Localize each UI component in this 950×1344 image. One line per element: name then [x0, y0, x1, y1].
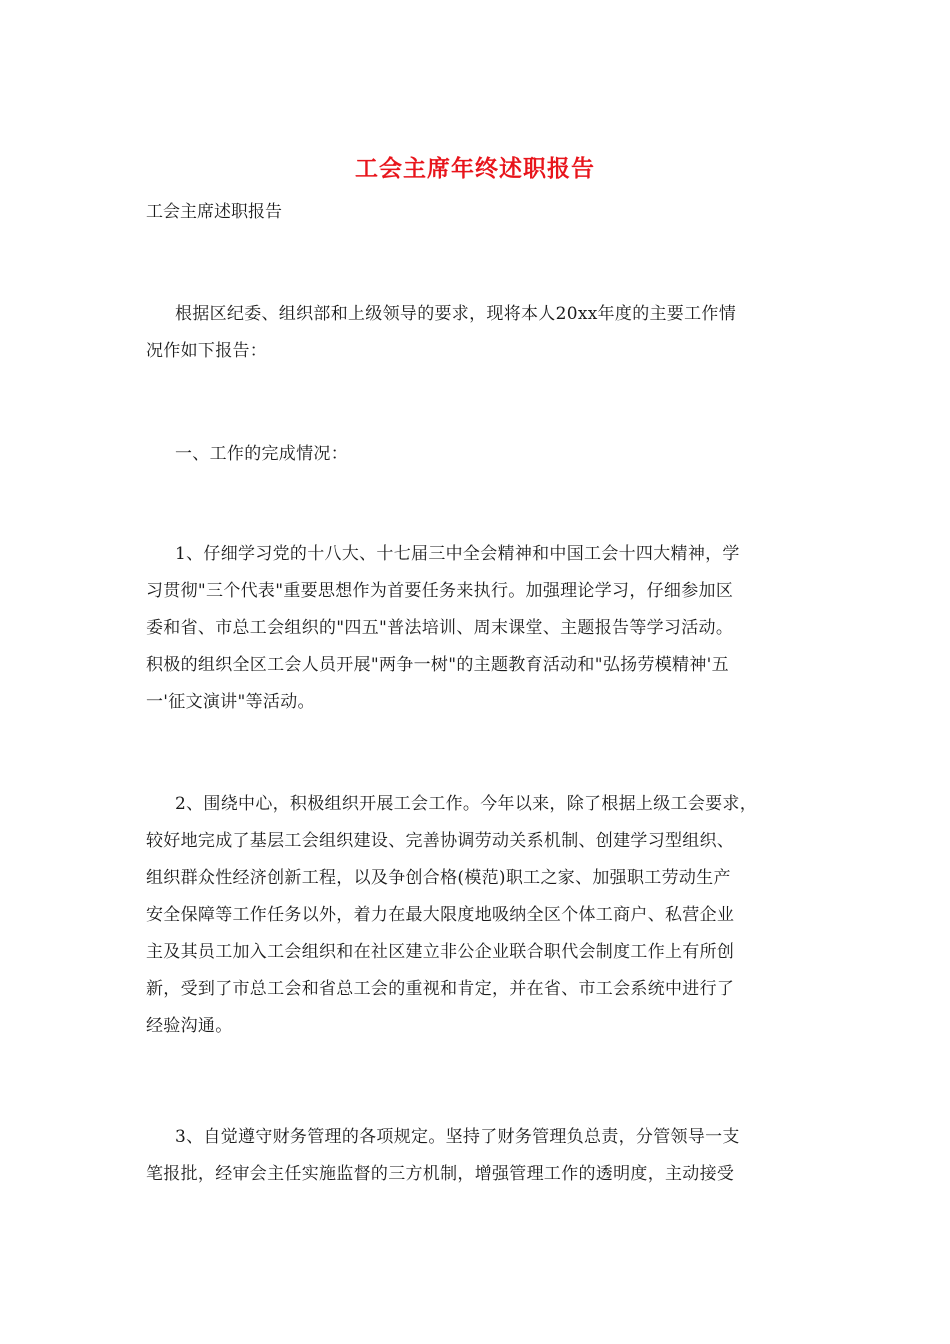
- section-heading: [146, 436, 806, 473]
- paragraph-line: 主及其员工加入工会组织和在社区建立非公企业联合职代会制度工作上有所创: [146, 942, 735, 962]
- paragraph-line: 一'征文演讲"等活动。: [146, 692, 315, 712]
- paragraph-line: 一、工作的完成情况：: [175, 444, 348, 464]
- paragraph-line: 2、围绕中心，积极组织开展工会工作。今年以来，除了根据上级工会要求，: [175, 794, 758, 814]
- paragraph-line: 笔报批，经审会主任实施监督的三方机制，增强管理工作的透明度，主动接受: [146, 1164, 735, 1184]
- paragraph-line: 组织群众性经济创新工程，以及争创合格(模范)职工之家、加强职工劳动生产: [146, 868, 731, 888]
- paragraph-line: 安全保障等工作任务以外，着力在最大限度地吸纳全区个体工商户、私营企业: [146, 905, 735, 925]
- paragraph-item-3: [146, 1119, 806, 1193]
- paragraph-line: 习贯彻"三个代表"重要思想作为首要任务来执行。加强理论学习，仔细参加区: [146, 581, 734, 601]
- paragraph-line: 委和省、市总工会组织的"四五"普法培训、周末课堂、主题报告等学习活动。: [146, 618, 734, 638]
- document-title: 工会主席年终述职报告: [355, 155, 595, 182]
- paragraph-line: 根据区纪委、组织部和上级领导的要求，现将本人20xx年度的主要工作情: [175, 304, 737, 324]
- paragraph-line: 3、自觉遵守财务管理的各项规定。坚持了财务管理负总责，分管领导一支: [175, 1127, 740, 1147]
- paragraph-line: 况作如下报告：: [146, 341, 268, 361]
- paragraph-line: 经验沟通。: [146, 1016, 233, 1036]
- paragraph-intro: [146, 296, 806, 370]
- paragraph-item-2: [146, 786, 806, 1045]
- document-subtitle: 工会主席述职报告: [146, 202, 282, 222]
- paragraph-line: 1、仔细学习党的十八大、十七届三中全会精神和中国工会十四大精神，学: [175, 544, 740, 564]
- paragraph-line: 较好地完成了基层工会组织建设、完善协调劳动关系机制、创建学习型组织、: [146, 831, 735, 851]
- paragraph-line: 积极的组织全区工会人员开展"两争一树"的主题教育活动和"弘扬劳模精神'五: [146, 655, 729, 675]
- paragraph-item-1: [146, 536, 806, 721]
- paragraph-line: 新，受到了市总工会和省总工会的重视和肯定，并在省、市工会系统中进行了: [146, 979, 735, 999]
